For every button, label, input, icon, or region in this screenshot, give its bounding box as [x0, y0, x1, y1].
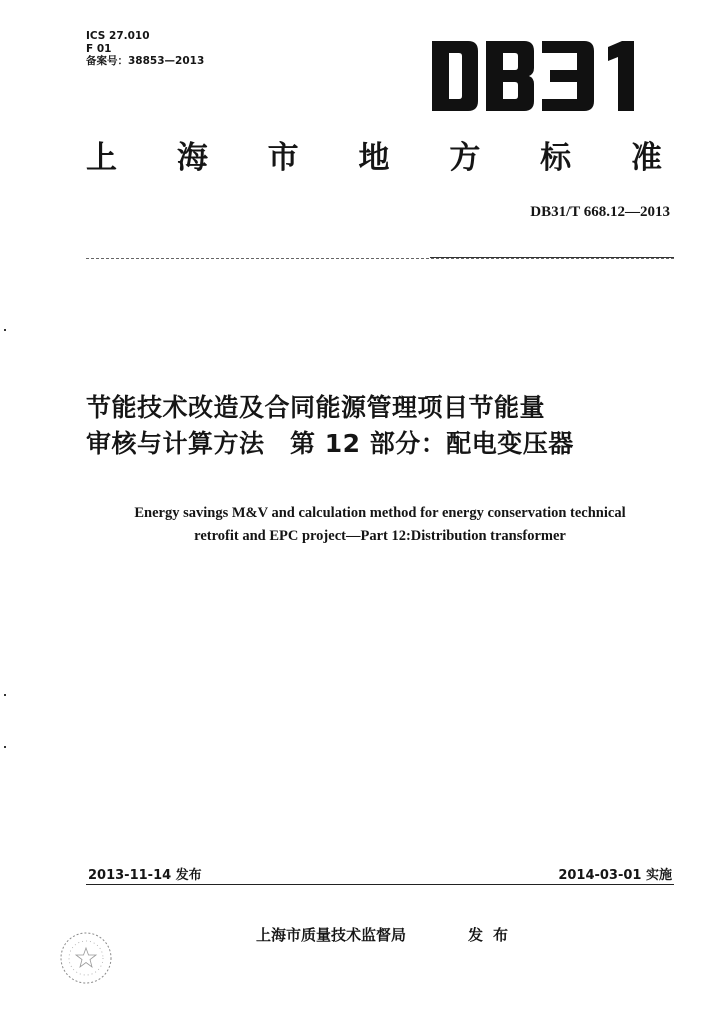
- english-title-line: retrofit and EPC project—Part 12:Distribution transformer: [194, 528, 566, 544]
- english-title: [70, 502, 690, 548]
- chinese-title-line: 审核与计算方法 第 12 部分：配电变压器: [86, 429, 574, 458]
- scan-artifact: [4, 329, 6, 331]
- logo-digit-3: [542, 41, 594, 111]
- ics-code: ICS 27.010: [86, 30, 150, 42]
- standard-type-char: 市: [267, 140, 299, 176]
- top-divider-solid: [430, 257, 674, 258]
- chinese-title-line: 节能技术改造及合同能源管理项目节能量: [86, 393, 546, 422]
- top-divider: [86, 258, 674, 259]
- issue-label: 发布: [468, 926, 519, 944]
- scan-artifact: [4, 746, 6, 748]
- official-seal-icon: [58, 930, 114, 986]
- logo-letter-d: [432, 41, 478, 111]
- standard-type-char: 准: [630, 140, 662, 176]
- logo-digit-1: [608, 41, 634, 111]
- bottom-divider: [86, 884, 674, 885]
- record-number: 备案号：38853—2013: [86, 55, 205, 67]
- standard-type-char: 方: [449, 140, 481, 176]
- standard-type-char: 海: [176, 140, 208, 176]
- standard-type-char: 标: [540, 140, 572, 176]
- logo-letter-b: [486, 41, 534, 111]
- document-metadata: [86, 30, 204, 68]
- implementation-date: 2014-03-01 实施: [558, 868, 672, 883]
- ccs-code: F 01: [86, 42, 112, 55]
- db31-logo: [432, 41, 642, 111]
- standard-type-title: [86, 140, 662, 176]
- english-title-line: Energy savings M&V and calculation method for energy conservation technical: [134, 505, 626, 521]
- release-date: 2013-11-14 发布: [88, 868, 202, 883]
- issuing-authority: 上海市质量技术监督局: [256, 926, 407, 944]
- scan-artifact: [4, 694, 6, 696]
- standard-type-char: 上: [86, 140, 117, 176]
- standard-code: DB31/T 668.12—2013: [530, 204, 670, 220]
- standard-type-char: 地: [358, 140, 390, 176]
- chinese-title: [86, 390, 686, 462]
